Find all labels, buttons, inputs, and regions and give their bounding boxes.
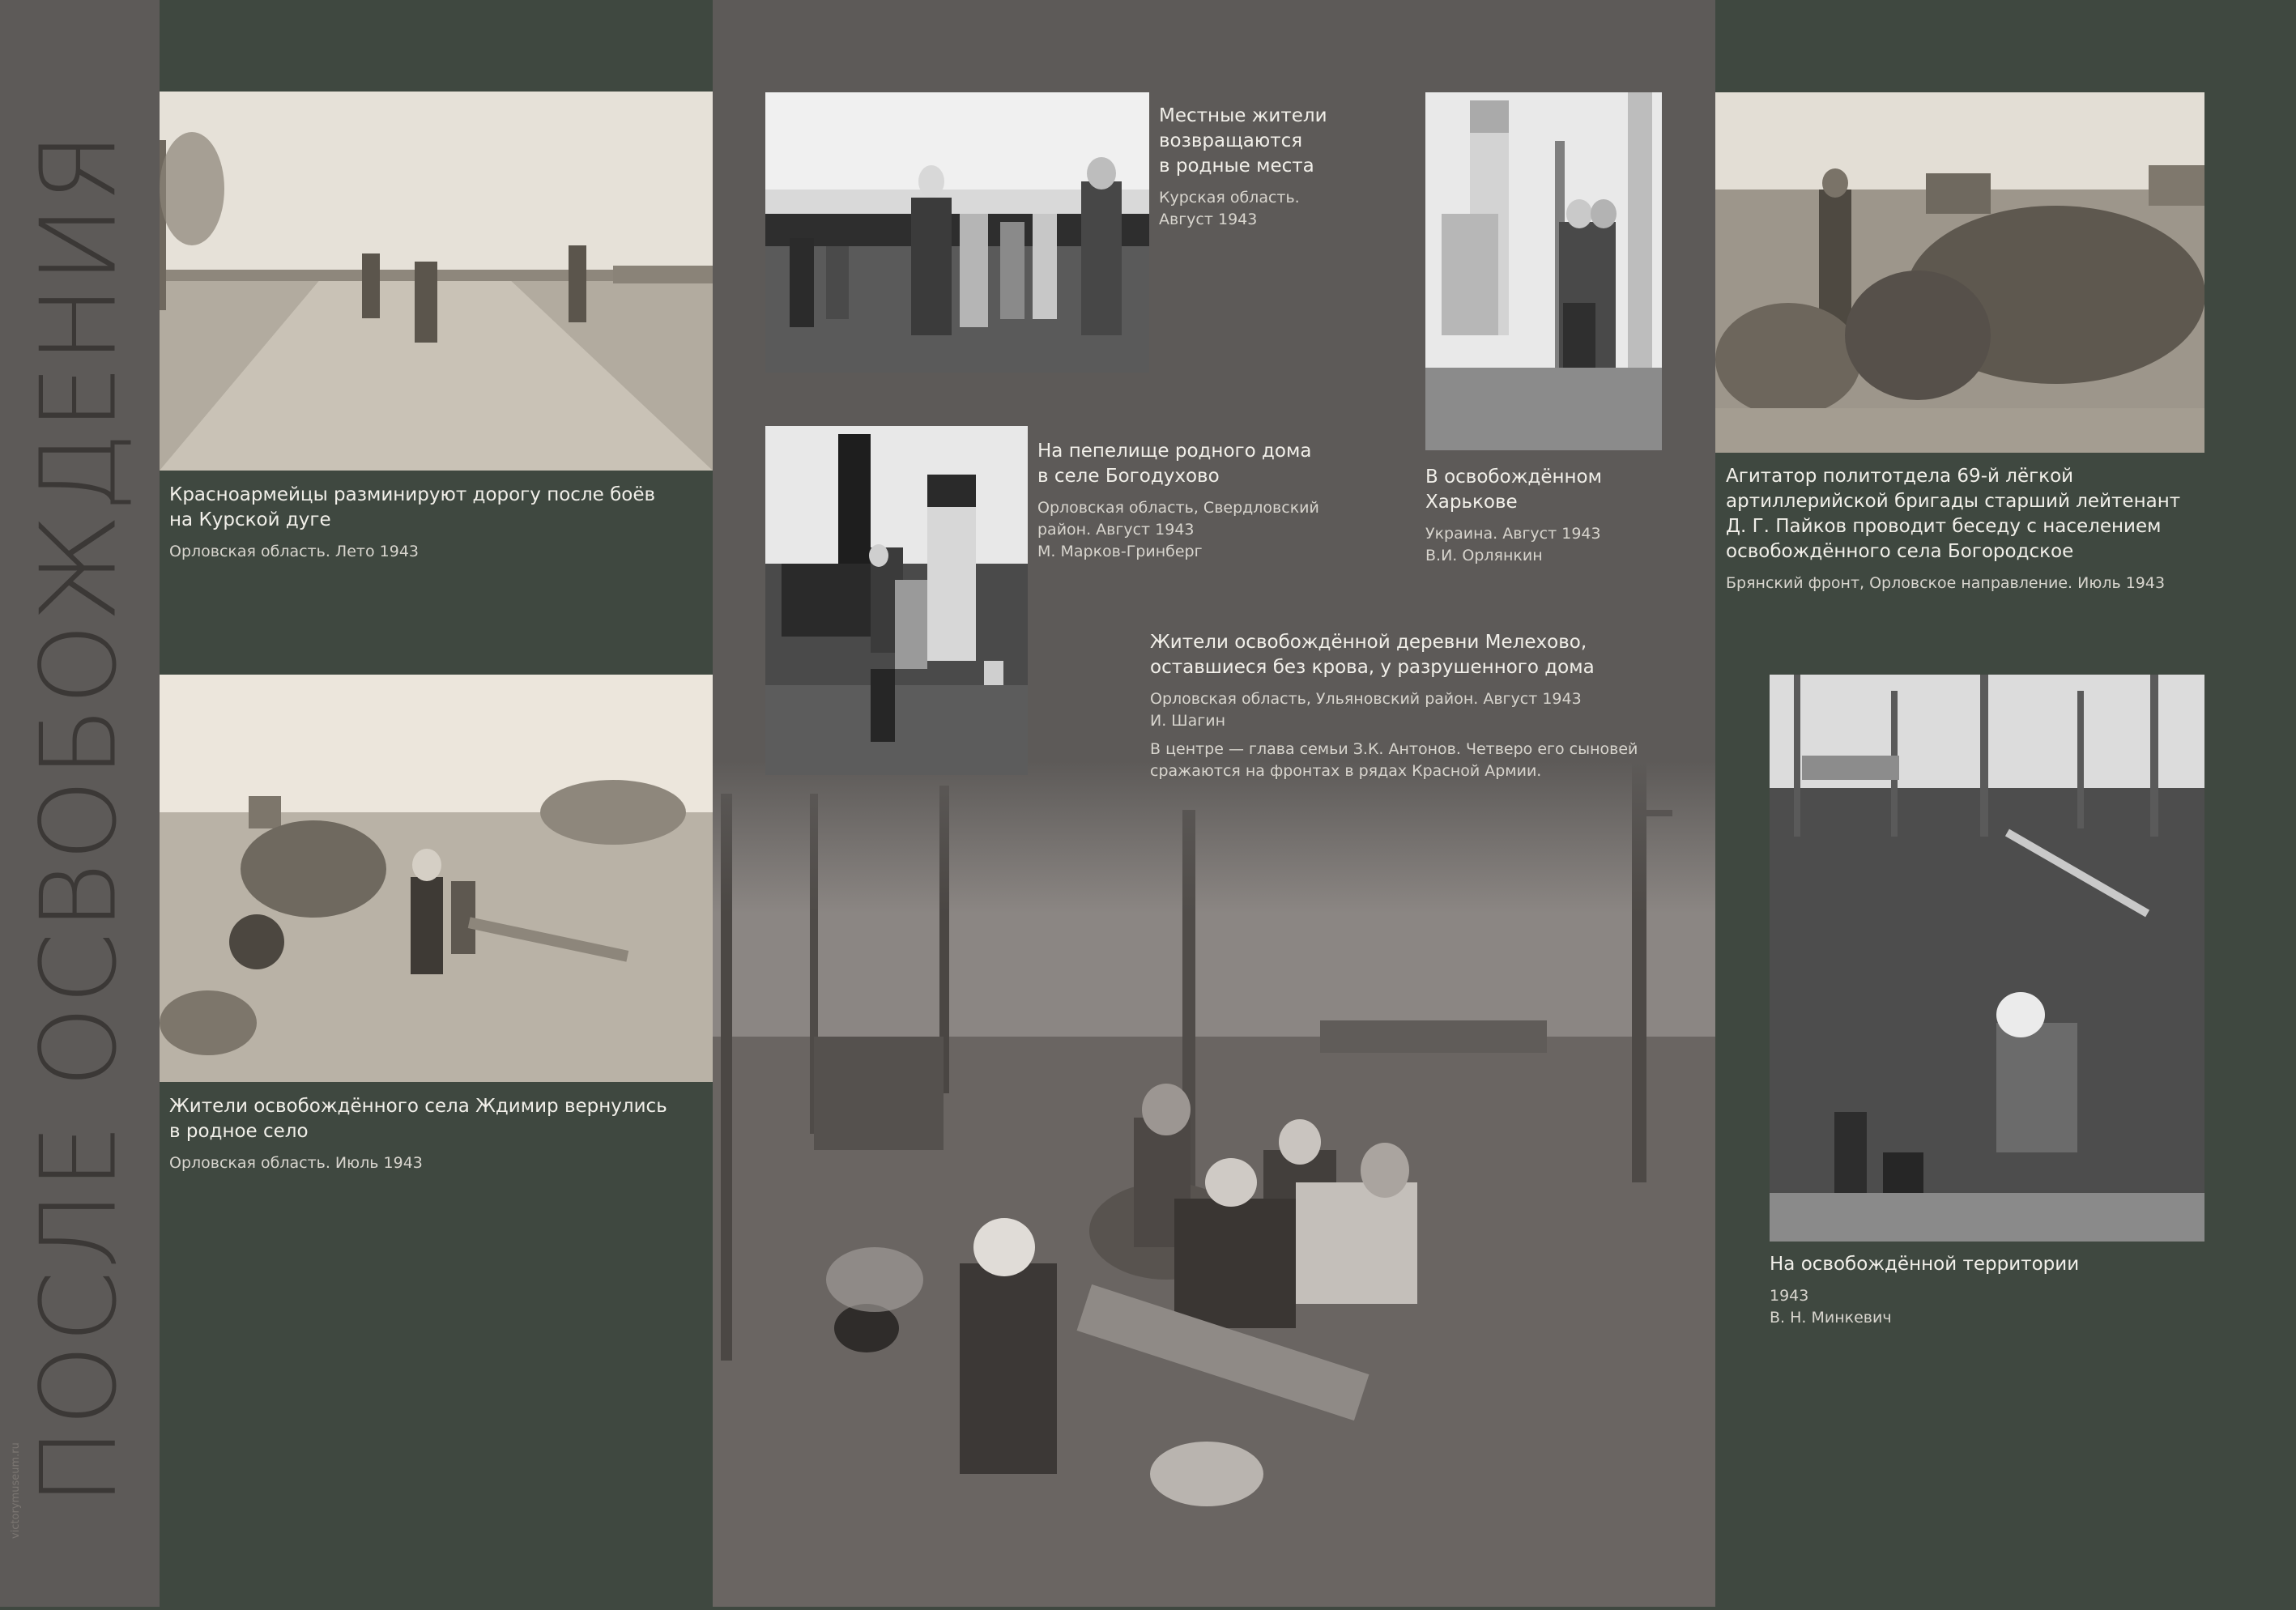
photo-zhdimir-villagers (160, 675, 713, 1082)
caption-melekhovo (1150, 630, 1709, 782)
watermark: victorymuseum.ru (10, 1442, 22, 1539)
caption-subtitle: Орловская область, Свердловский район. Август 1943 М. Марков-Гринберг (1037, 499, 1319, 560)
sidebar (0, 0, 160, 1607)
caption-ashes-bogodukhovo (1037, 439, 1361, 563)
top-band-left (160, 0, 713, 50)
caption-subtitle: Курская область. Август 1943 (1159, 189, 1300, 228)
caption-subtitle: Брянский фронт, Орловское направление. Июль 1943 (1726, 574, 2166, 592)
caption-subtitle: 1943 В. Н. Минкевич (1770, 1287, 1892, 1327)
photo-agitator-bogorodskoe (1715, 92, 2204, 453)
caption-title: На пепелище родного дома в селе Богодухово (1037, 441, 1312, 487)
caption-title: Жители освобождённой деревни Мелехово, оставшиеся без крова, у разрушенного дома (1150, 632, 1595, 678)
photo-ashes-bogodukhovo (765, 426, 1028, 775)
caption-subtitle: Орловская область. Июль 1943 (169, 1154, 423, 1172)
photo-liberated-territory (1770, 675, 2204, 1242)
photo-locals-returning (765, 92, 1149, 373)
caption-subtitle: Орловская область. Лето 1943 (169, 543, 419, 560)
caption-agitator-bogorodskoe (1726, 464, 2220, 594)
photo-demining-road (160, 92, 713, 471)
caption-title: Агитатор политотдела 69-й лёгкой артиллерийской бригады старший лейтенант Д. Г. Пайков проводит беседу с населением освобождённого села Богородское (1726, 466, 2181, 562)
caption-zhdimir-villagers (169, 1094, 704, 1174)
top-band-right (1715, 0, 2296, 50)
caption-liberated-territory (1770, 1252, 2223, 1329)
caption-title: В освобождённом Харькове (1425, 466, 1602, 513)
caption-subtitle: Украина. Август 1943 В.И. Орлянкин (1425, 525, 1601, 564)
caption-locals-returning (1159, 104, 1353, 231)
caption-subtitle: Орловская область, Ульяновский район. Август 1943 И. Шагин (1150, 690, 1582, 730)
caption-note: В центре — глава семьи З.К. Антонов. Четверо его сыновей сражаются на фронтах в рядах Красной Армии. (1150, 740, 1638, 780)
caption-title: На освобождённой территории (1770, 1254, 2080, 1275)
photo-ruins-family (713, 761, 1715, 1607)
caption-demining-road (169, 483, 704, 563)
caption-title: Местные жители возвращаются в родные места (1159, 105, 1327, 177)
caption-title: Красноармейцы разминируют дорогу после боёв на Курской дуге (169, 484, 656, 530)
caption-kharkov (1425, 465, 1668, 567)
page-title: ПОСЛЕ ОСВОБОЖДЕНИЯ (19, 130, 140, 1506)
photo-kharkov (1425, 92, 1662, 450)
caption-title: Жители освобождённого села Ждимир вернулись в родное село (169, 1096, 667, 1142)
